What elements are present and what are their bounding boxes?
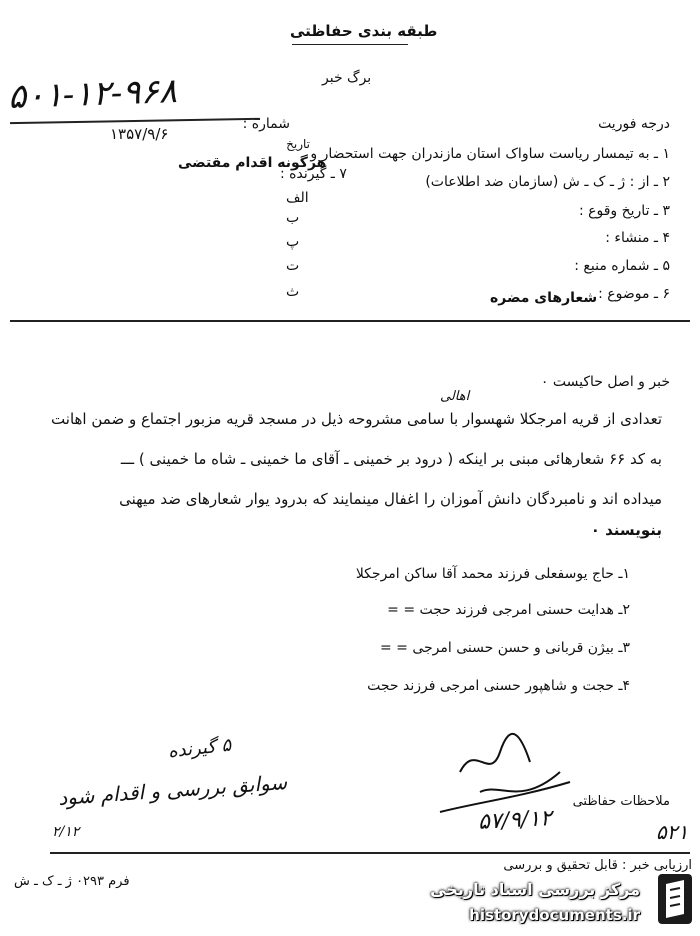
report-line-2: به کد ۶۶ شعارهائی مبنی بر اینکه ( درود بر خمینی ـ آقای ما خمینی ـ شاه ما خمینی ) ـــ xyxy=(120,450,662,468)
name-item-4: ۴ـ حجت و شاهپور حسنی امرجی فرزند حجت xyxy=(367,678,630,694)
handwritten-note-instruction: سوابق بررسی و اقدام شود xyxy=(57,770,288,810)
report-line-1: تعدادی از قریه امرجکلا شهسوار با سامی مشروحه ذیل در مسجد قریه مزبور اجتماع و ضمن اهانت xyxy=(51,410,662,428)
priority-field: درجه فوریت xyxy=(598,116,670,132)
report-line-3: میداده اند و نامبردگان دانش آموزان را اغفال مینمایند که بدرود یوار شعارهای ضد میهنی xyxy=(119,490,662,508)
handwritten-right-code: ۵۲۱ xyxy=(656,820,689,844)
classification-label: طبقه بندی حفاظتی xyxy=(290,22,438,40)
archive-logo-icon xyxy=(654,870,696,928)
report-heading: خبر و اصل حاکیست ۰ xyxy=(540,374,670,390)
recipient-line: ۱ ـ به تیمسار ریاست ساواک استان مازندران جهت استحضار و xyxy=(310,146,670,162)
number-label: شماره : xyxy=(242,116,290,132)
classification-underline xyxy=(292,44,408,45)
name-item-1: ۱ـ حاج یوسفعلی فرزند محمد آقا ساکن امرجکلا xyxy=(355,566,630,582)
receiver-label: ۷ ـ گیرنده : xyxy=(280,166,347,182)
ref-underline xyxy=(10,118,260,124)
origin-field: ۴ ـ منشاء : xyxy=(605,230,670,246)
subject-label: ۶ ـ موضوع : xyxy=(598,286,670,302)
handwritten-signature xyxy=(420,712,580,816)
header-divider xyxy=(10,320,690,322)
source-number-field: ۵ ـ شماره منبع : xyxy=(574,258,670,274)
receiver-letter-pe: پ xyxy=(286,234,300,250)
written-date: ۱۳۵۷/۹/۶ xyxy=(110,125,169,143)
handwritten-signature-date: ۵۷/۹/۱۲ xyxy=(477,806,553,835)
occurrence-date-field: ۳ ـ تاریخ وقوع : xyxy=(578,203,670,219)
evaluation-line: ارزیابی خبر : قابل تحقیق و بررسی xyxy=(503,858,692,873)
security-remarks-label: ملاحظات حفاظتی xyxy=(572,794,670,809)
receiver-letter-be: ب xyxy=(286,210,300,226)
sender-line: ۲ ـ از : ژ ـ ک ـ ش (سازمان ضد اطلاعات) xyxy=(425,174,670,190)
watermark-url: historydocuments.ir xyxy=(469,906,640,924)
subject-value: شعارهای مضره xyxy=(490,290,598,306)
date-label: تاریخ xyxy=(286,137,310,151)
handwritten-note-receiver: ۵ گیرنده xyxy=(167,734,233,763)
handwritten-ref-number: ۵۰۱-۱۲-۹۶۸ xyxy=(7,71,178,117)
footer-divider xyxy=(50,852,690,854)
report-line-4: بنویسند ۰ xyxy=(590,521,662,539)
name-item-3: ۳ـ بیژن قربانی و حسن حسنی امرجی = = xyxy=(379,640,630,656)
receiver-letter-se: ث xyxy=(286,284,300,300)
form-title: برگ خبر xyxy=(322,70,372,86)
watermark-title: مرکز بررسی اسناد تاریخی xyxy=(430,880,640,899)
inserted-word: اهالی xyxy=(440,389,470,404)
action-note: هرگونه اقدام مقتضی xyxy=(178,155,327,171)
receiver-letter-alef: الف xyxy=(286,190,309,206)
handwritten-page-mark: ۲/۱۲ xyxy=(52,824,80,840)
receiver-letter-te: ت xyxy=(286,258,300,274)
form-number: فرم ۰۲۹۳ ژ ـ ک ـ ش xyxy=(14,874,130,889)
name-item-2: ۲ـ هدایت حسنی امرجی فرزند حجت = = xyxy=(387,602,630,618)
